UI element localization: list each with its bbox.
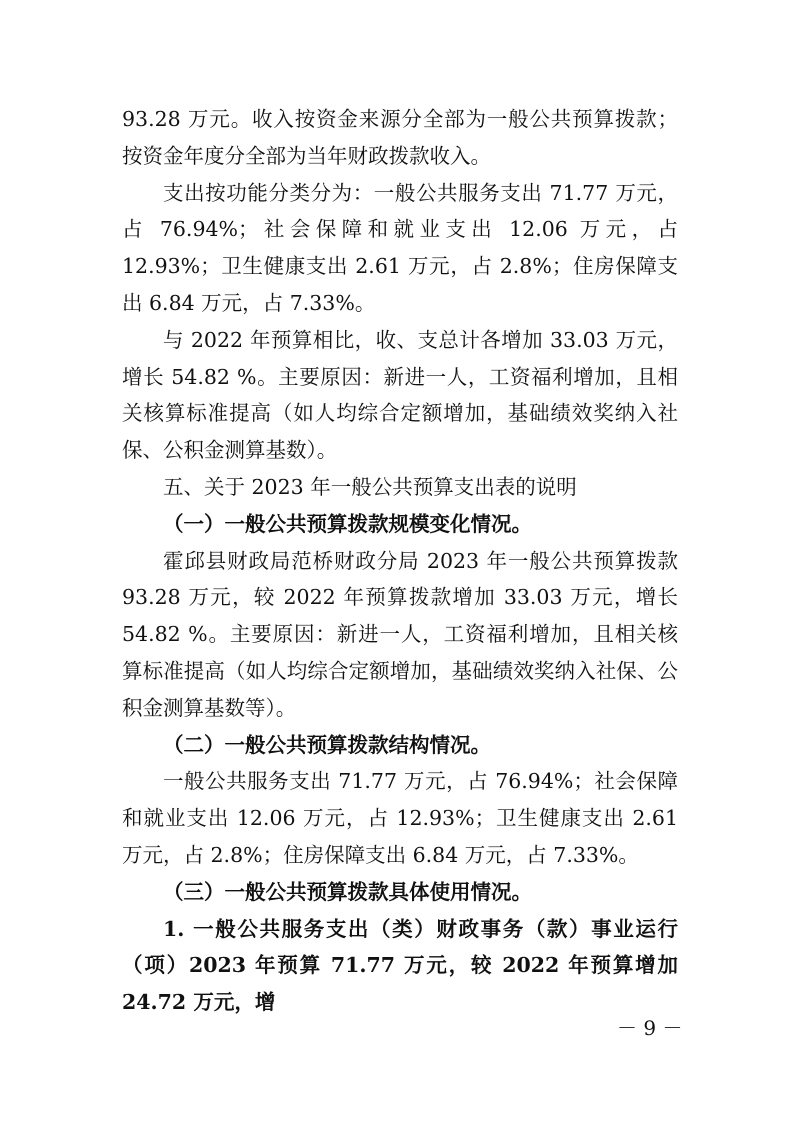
body-text [122, 101, 678, 1021]
page-number: － 9 － [617, 1016, 683, 1040]
paragraph-general-public-services: 1. 一般公共服务支出（类）财政事务（款）事业运行（项）2023 年预算 71.77 万元，较 2022 年预算增加 24.72 万元，增 [122, 916, 678, 1015]
paragraph-income-source: 93.28 万元。收入按资金来源分全部为一般公共预算拨款；按资金年度分全部为当年财政拨款收入。 [122, 107, 678, 168]
paragraph-year-comparison: 与 2022 年预算相比，收、支总计各增加 33.03 万元，增长 54.82 %。主要原因：新进一人，工资福利增加，且相关核算标准提高（如人均综合定额增加，基础绩效奖纳入社保、公积金测算基数）。 [122, 327, 678, 463]
section-heading-five: 五、关于 2023 年一般公共预算支出表的说明 [163, 474, 577, 499]
subheading-structure: （二）一般公共预算拨款结构情况。 [163, 732, 491, 757]
paragraph-scale-change: 霍邱县财政局范桥财政分局 2023 年一般公共预算拨款 93.28 万元，较 2022 年预算拨款增加 33.03 万元，增长 54.82 %。主要原因：新进一人，工资福利增加，且相关核算标准提高（如人均综合定额增加，基础绩效奖纳入社保、公积金测算基数等）。 [122, 548, 678, 720]
paragraph-expenditure-by-function: 支出按功能分类分为：一般公共服务支出 71.77 万元，占 76.94%；社会保障和就业支出 12.06 万元，占 12.93%；卫生健康支出 2.61 万元，占 2.8%；住房保障支出 6.84 万元，占 7.33%。 [122, 180, 678, 315]
paragraph-structure: 一般公共服务支出 71.77 万元，占 76.94%；社会保障和就业支出 12.06 万元，占 12.93%；卫生健康支出 2.61 万元，占 2.8%；住房保障支出 6.84 万元，占 7.33%。 [122, 769, 678, 867]
subheading-scale-change: （一）一般公共预算拨款规模变化情况。 [163, 511, 532, 536]
subheading-specific-use: （三）一般公共预算拨款具体使用情况。 [163, 879, 532, 904]
